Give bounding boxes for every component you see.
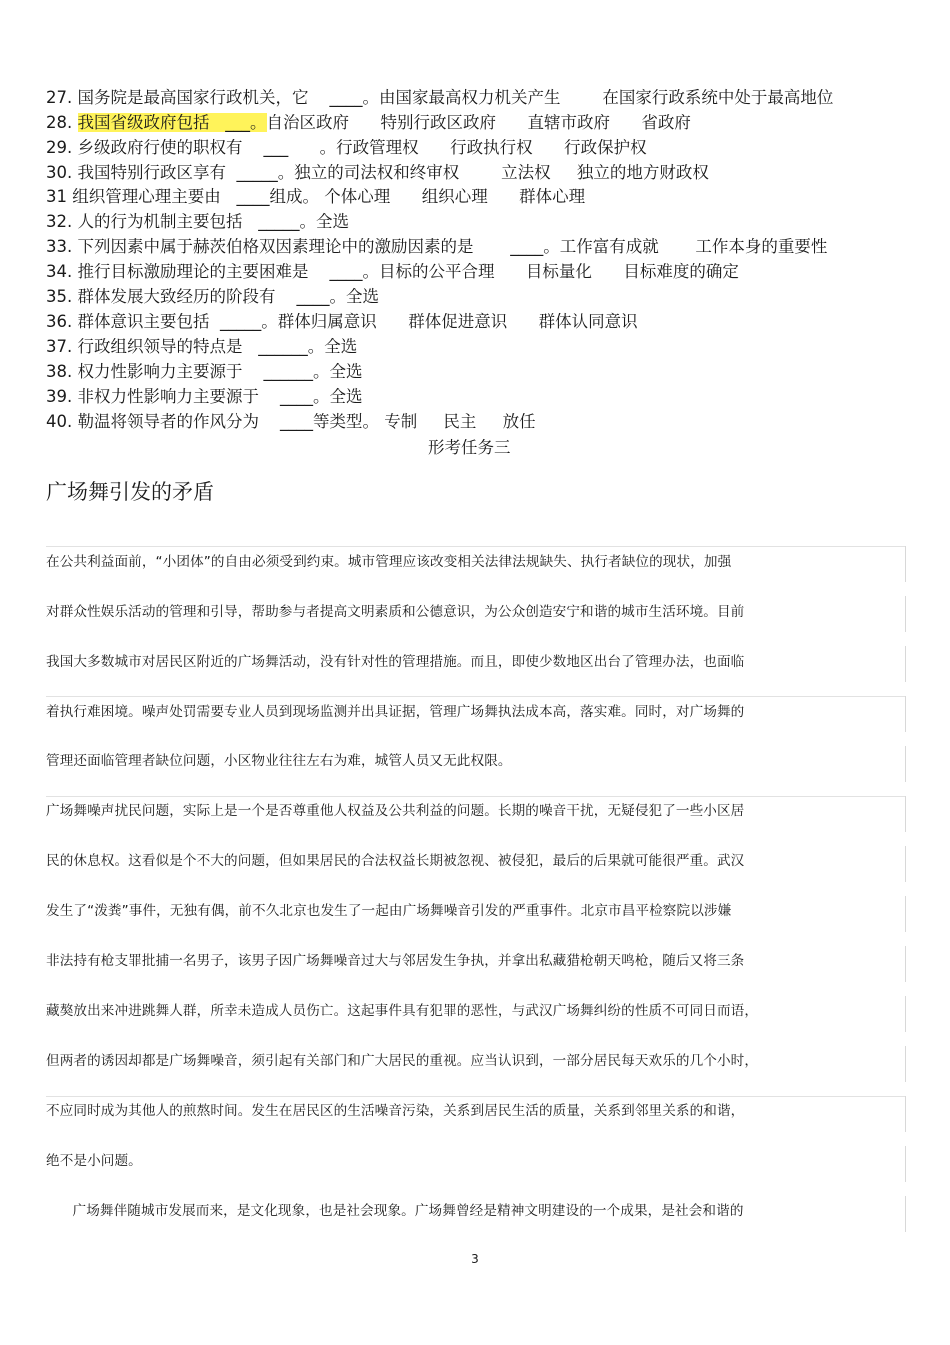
divider (905, 1046, 906, 1082)
paragraph-line: 对群众性娱乐活动的管理和引导，帮助参与者提高文明素质和公德意识，为公众创造安宁和谐的城市生活环境。目前 (46, 604, 745, 620)
divider (905, 846, 906, 882)
divider (905, 546, 906, 582)
page-number: 3 (471, 1252, 479, 1266)
question-31: 31 组织管理心理主要由 ____组成。 个体心理 组织心理 群体心理 (46, 187, 586, 206)
question-28-number: 28. (46, 113, 78, 132)
divider (905, 1146, 906, 1182)
divider (905, 696, 906, 732)
question-35: 35. 群体发展大致经历的阶段有 ____。全选 (46, 287, 379, 306)
question-37: 37. 行政组织领导的特点是 ______。全选 (46, 337, 358, 356)
question-28-answer: 自治区政府 特别行政区政府 直辖市政府 省政府 (266, 113, 691, 132)
paragraph-line: 民的休息权。这看似是个不大的问题，但如果居民的合法权益长期被忽视、被侵犯，最后的后果就可能很严重。武汉 (46, 853, 745, 869)
paragraph-line: 管理还面临管理者缺位问题，小区物业往往左右为难，城管人员又无此权限。 (46, 753, 512, 769)
paragraph-line: 广场舞伴随城市发展而来，是文化现象，也是社会现象。广场舞曾经是精神文明建设的一个成果，是社会和谐的 (46, 1203, 744, 1219)
paragraph-line: 发生了“泼粪”事件，无独有偶，前不久北京也发生了一起由广场舞噪音引发的严重事件。北京市昌平检察院以涉嫌 (46, 903, 732, 919)
question-28 (46, 112, 691, 134)
highlighted-text: 我国省级政府包括 ___。 (77, 113, 267, 132)
paragraph-line: 但两者的诱因却都是广场舞噪音，须引起有关部门和广大居民的重视。应当认识到，一部分居民每天欢乐的几个小时， (46, 1053, 759, 1069)
divider (905, 996, 906, 1032)
divider (905, 946, 906, 982)
divider (905, 746, 906, 782)
paragraph-line: 我国大多数城市对居民区附近的广场舞活动，没有针对性的管理措施。而且，即使少数地区出台了管理办法，也面临 (46, 654, 745, 670)
paragraph-line: 在公共利益面前，“小团体”的自由必须受到约束。城市管理应该改变相关法律法规缺失、执行者缺位的现状，加强 (46, 554, 732, 570)
divider (905, 896, 906, 932)
article-heading: 广场舞引发的矛盾 (46, 480, 214, 504)
question-36: 36. 群体意识主要包括 _____。群体归属意识 群体促进意识 群体认同意识 (46, 312, 638, 331)
divider (46, 696, 906, 697)
paragraph-line: 不应同时成为其他人的煎熬时间。发生在居民区的生活噪音污染，关系到居民生活的质量，关系到邻里关系的和谐， (46, 1103, 745, 1119)
paragraph-line: 广场舞噪声扰民问题，实际上是一个是否尊重他人权益及公共利益的问题。长期的噪音干扰，无疑侵犯了一些小区居 (46, 803, 745, 819)
question-39: 39. 非权力性影响力主要源于 ____。全选 (46, 387, 363, 406)
divider (46, 796, 906, 797)
question-34: 34. 推行目标激励理论的主要困难是 ____。目标的公平合理 目标量化 目标难度的确定 (46, 262, 739, 281)
section-label: 形考任务三 (428, 438, 511, 457)
divider (905, 596, 906, 632)
question-38: 38. 权力性影响力主要源于 ______。全选 (46, 362, 363, 381)
divider (46, 546, 906, 547)
question-29: 29. 乡级政府行使的职权有 ___ 。行政管理权 行政执行权 行政保护权 (46, 138, 647, 157)
divider (905, 1096, 906, 1132)
divider (905, 1196, 906, 1232)
paragraph-line: 非法持有枪支罪批捕一名男子，该男子因广场舞噪音过大与邻居发生争执，并拿出私藏猎枪朝天鸣枪，随后又将三条 (46, 953, 745, 969)
divider (905, 796, 906, 832)
question-30: 30. 我国特别行政区享有 _____。独立的司法权和终审权 立法权 独立的地方财政权 (46, 163, 709, 182)
divider (46, 1096, 906, 1097)
paragraph-line: 着执行难困境。噪声处罚需要专业人员到现场监测并出具证据，管理广场舞执法成本高，落实难。同时，对广场舞的 (46, 704, 745, 720)
divider (905, 646, 906, 682)
question-27: 27. 国务院是最高国家行政机关，它 ____。由国家最高权力机关产生 在国家行政系统中处于最高地位 (46, 88, 834, 107)
question-33: 33. 下列因素中属于赫茨伯格双因素理论中的激励因素的是 ____。工作富有成就 工作本身的重要性 (46, 237, 828, 256)
paragraph-line: 藏獒放出来冲进跳舞人群，所幸未造成人员伤亡。这起事件具有犯罪的恶性，与武汉广场舞纠纷的性质不可同日而语， (46, 1003, 759, 1019)
paragraph-line: 绝不是小问题。 (46, 1153, 142, 1169)
question-32: 32. 人的行为机制主要包括 _____。全选 (46, 212, 349, 231)
question-40: 40. 勒温将领导者的作风分为 ____等类型。 专制 民主 放任 (46, 412, 536, 431)
